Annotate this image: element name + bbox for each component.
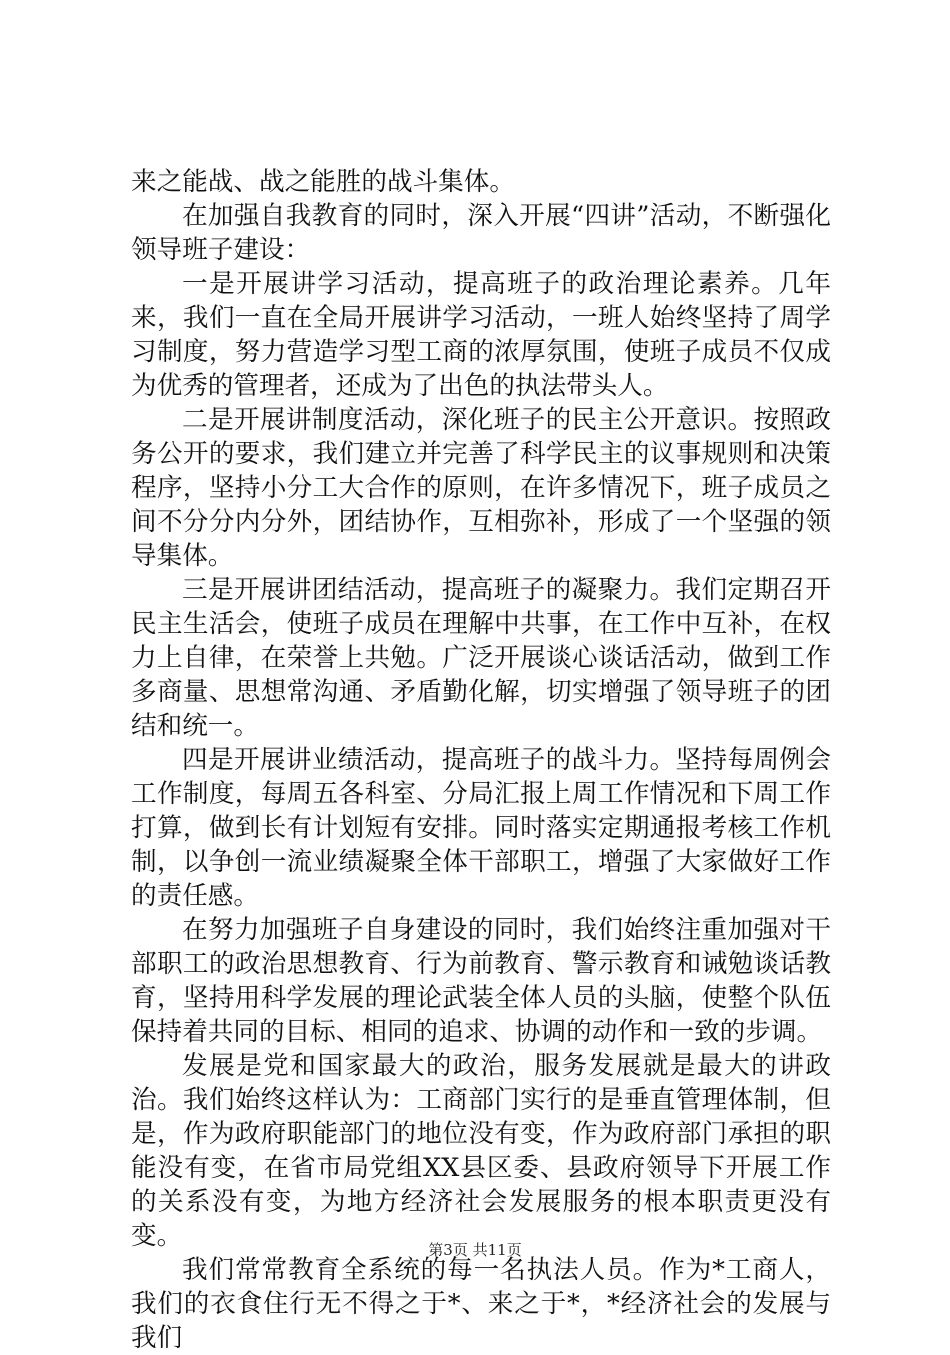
paragraph-5: 三是开展讲团结活动，提高班子的凝聚力。我们定期召开民主生活会，使班子成员在理解中共事，在工作中互补，在权力上自律，在荣誉上共勉。广泛开展谈心谈话活动，做到工作多商量、思想常沟通、矛盾勤化解，切实增强了领导班子的团结和统一。 — [131, 575, 831, 741]
paragraph-8: 发展是党和国家最大的政治，服务发展就是最大的讲政治。我们始终这样认为：工商部门实行的是垂直管理体制，但是，作为政府职能部门的地位没有变，作为政府部门承担的职能没有变，在省市局党组XX县区委、县政府领导下开展工作的关系没有变，为地方经济社会发展服务的根本职责更没有变。 — [131, 1051, 831, 1251]
paragraph-4: 二是开展讲制度活动，深化班子的民主公开意识。按照政务公开的要求，我们建立并完善了科学民主的议事规则和决策程序，坚持小分工大合作的原则，在许多情况下，班子成员之间不分分内分外，团结协作，互相弥补，形成了一个坚强的领导集体。 — [131, 405, 831, 571]
page-footer: 第3页 共11页 — [428, 1241, 522, 1259]
paragraph-9: 我们常常教育全系统的每一名执法人员。作为*工商人，我们的衣食住行无不得之于*、来之于*，*经济社会的发展与我们 — [131, 1255, 831, 1353]
paragraph-1: 来之能战、战之能胜的战斗集体。 — [131, 167, 515, 197]
paragraph-7: 在努力加强班子自身建设的同时，我们始终注重加强对干部职工的政治思想教育、行为前教育、警示教育和诫勉谈话教育，坚持用科学发展的理论武装全体人员的头脑，使整个队伍保持着共同的目标、相同的追求、协调的动作和一致的步调。 — [131, 915, 831, 1047]
paragraph-3: 一是开展讲学习活动，提高班子的政治理论素养。几年来，我们一直在全局开展讲学习活动，一班人始终坚持了周学习制度，努力营造学习型工商的浓厚氛围，使班子成员不仅成为优秀的管理者，还成为了出色的执法带头人。 — [131, 269, 831, 401]
document-body — [131, 165, 831, 1355]
paragraph-2: 在加强自我教育的同时，深入开展“四讲”活动，不断强化领导班子建设： — [131, 201, 831, 265]
paragraph-6: 四是开展讲业绩活动，提高班子的战斗力。坚持每周例会工作制度，每周五各科室、分局汇报上周工作情况和下周工作打算，做到长有计划短有安排。同时落实定期通报考核工作机制，以争创一流业绩凝聚全体干部职工，增强了大家做好工作的责任感。 — [131, 745, 831, 911]
